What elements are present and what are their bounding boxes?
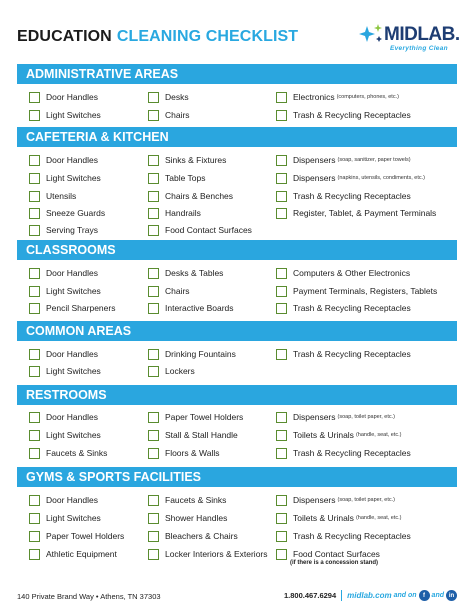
checkbox[interactable] bbox=[148, 303, 159, 314]
checklist-item-label: Food Contact Surfaces bbox=[293, 549, 380, 559]
checklist-item-label: Door Handles bbox=[46, 495, 98, 505]
checklist-item-label: Table Tops bbox=[165, 173, 206, 183]
checklist-item-label: Chairs bbox=[165, 110, 190, 120]
checkbox[interactable] bbox=[29, 191, 40, 202]
checklist-item[interactable] bbox=[148, 299, 234, 317]
checkbox[interactable] bbox=[29, 513, 40, 524]
checkbox[interactable] bbox=[276, 155, 287, 166]
checklist-item-label: Faucets & Sinks bbox=[46, 448, 108, 458]
checkbox[interactable] bbox=[29, 208, 40, 219]
checklist-item-label: Trash & Recycling Receptacles bbox=[293, 191, 411, 201]
checklist-item[interactable] bbox=[276, 408, 395, 426]
checklist-item-label: Utensils bbox=[46, 191, 77, 201]
checklist-item-subnote: (if there is a concession stand) bbox=[290, 560, 379, 566]
section-1 bbox=[17, 127, 457, 235]
checklist-item-label: Athletic Equipment bbox=[46, 549, 117, 559]
checkbox[interactable] bbox=[148, 531, 159, 542]
checklist-row bbox=[17, 527, 457, 545]
checklist-item-label: Shower Handles bbox=[165, 513, 228, 523]
section-header: CAFETERIA & KITCHEN bbox=[17, 127, 457, 147]
checklist-item[interactable] bbox=[276, 299, 411, 317]
checklist-row bbox=[17, 264, 457, 282]
checklist-row bbox=[17, 408, 457, 426]
checkbox[interactable] bbox=[29, 349, 40, 360]
checklist-item[interactable] bbox=[148, 151, 226, 169]
checklist-item[interactable] bbox=[29, 299, 115, 317]
checkbox[interactable] bbox=[276, 412, 287, 423]
checkbox[interactable] bbox=[29, 412, 40, 423]
checklist-item[interactable] bbox=[148, 491, 226, 509]
checkbox[interactable] bbox=[276, 303, 287, 314]
checklist-item-label: Serving Trays bbox=[46, 225, 98, 235]
checkbox[interactable] bbox=[148, 430, 159, 441]
checklist-item[interactable] bbox=[276, 491, 395, 509]
checklist-item-label: Dispensers bbox=[293, 412, 336, 422]
checklist-item-label: Lockers bbox=[165, 366, 195, 376]
checkbox[interactable] bbox=[148, 268, 159, 279]
checkbox[interactable] bbox=[29, 268, 40, 279]
checkbox[interactable] bbox=[276, 286, 287, 297]
checklist-row bbox=[17, 88, 457, 106]
checklist-item[interactable] bbox=[29, 221, 98, 239]
footer-social-text-1: and on bbox=[393, 592, 417, 599]
checkbox[interactable] bbox=[276, 110, 287, 121]
checkbox[interactable] bbox=[29, 531, 40, 542]
checkbox[interactable] bbox=[276, 349, 287, 360]
checklist-row bbox=[17, 282, 457, 300]
checkbox[interactable] bbox=[29, 155, 40, 166]
checklist-item[interactable] bbox=[148, 345, 236, 363]
checklist-item[interactable] bbox=[148, 106, 190, 124]
checkbox[interactable] bbox=[29, 549, 40, 560]
checklist-item-note: (soap, toilet paper, etc.) bbox=[337, 414, 396, 420]
checklist-item-label: Interactive Boards bbox=[165, 303, 234, 313]
checklist-item-label: Light Switches bbox=[46, 513, 101, 523]
checkbox[interactable] bbox=[276, 549, 287, 560]
checklist-row bbox=[17, 106, 457, 124]
checklist-item[interactable] bbox=[29, 264, 98, 282]
footer-social-text-2: and bbox=[431, 592, 444, 599]
checklist-item[interactable] bbox=[276, 88, 399, 106]
checklist-row bbox=[17, 151, 457, 169]
checkbox[interactable] bbox=[276, 191, 287, 202]
checklist-item[interactable] bbox=[148, 88, 189, 106]
checklist-item-label: Electronics bbox=[293, 92, 335, 102]
footer-phone: 1.800.467.6294 bbox=[284, 591, 337, 600]
checklist-item-label: Door Handles bbox=[46, 412, 98, 422]
checkbox[interactable] bbox=[148, 225, 159, 236]
checklist-item-label: Light Switches bbox=[46, 173, 101, 183]
checklist-item-label: Handrails bbox=[165, 208, 201, 218]
checklist-item[interactable] bbox=[276, 444, 411, 462]
checkbox[interactable] bbox=[148, 448, 159, 459]
checklist-item-label: Trash & Recycling Receptacles bbox=[293, 110, 411, 120]
checklist-item[interactable] bbox=[29, 491, 98, 509]
checklist-item[interactable] bbox=[148, 545, 268, 563]
facebook-icon[interactable]: f bbox=[419, 590, 430, 601]
checklist-item-label: Payment Terminals, Registers, Tablets bbox=[293, 286, 438, 296]
section-4 bbox=[17, 385, 457, 458]
checklist-row bbox=[17, 221, 457, 239]
checklist-item[interactable] bbox=[29, 444, 107, 462]
checklist-item[interactable] bbox=[148, 408, 243, 426]
checklist-item-label: Door Handles bbox=[46, 155, 98, 165]
checklist-row bbox=[17, 491, 457, 509]
checkbox[interactable] bbox=[29, 366, 40, 377]
checklist-item-label: Floors & Walls bbox=[165, 448, 220, 458]
checklist-item-label: Trash & Recycling Receptacles bbox=[293, 531, 411, 541]
page-header bbox=[17, 24, 460, 54]
checkbox[interactable] bbox=[276, 513, 287, 524]
checklist-item-label: Chairs bbox=[165, 286, 190, 296]
checkbox[interactable] bbox=[29, 303, 40, 314]
checklist-row bbox=[17, 169, 457, 187]
checklist-row bbox=[17, 545, 457, 566]
checklist-item-label: Bleachers & Chairs bbox=[165, 531, 238, 541]
checklist-item[interactable] bbox=[276, 282, 437, 300]
checkbox[interactable] bbox=[276, 208, 287, 219]
section-header: RESTROOMS bbox=[17, 385, 457, 405]
checklist-item[interactable] bbox=[276, 169, 425, 187]
linkedin-icon[interactable]: in bbox=[446, 590, 457, 601]
checklist-item-label: Light Switches bbox=[46, 110, 101, 120]
checkbox[interactable] bbox=[148, 155, 159, 166]
checklist-item[interactable] bbox=[29, 151, 98, 169]
checklist-item-note: (napkins, utensils, condiments, etc.) bbox=[337, 175, 425, 181]
checklist-item[interactable] bbox=[276, 264, 410, 282]
checkbox[interactable] bbox=[276, 495, 287, 506]
checklist-row bbox=[17, 509, 457, 527]
footer-divider bbox=[341, 590, 342, 601]
checklist-item[interactable] bbox=[29, 187, 76, 205]
logo-tagline: Everything Clean bbox=[390, 45, 448, 52]
checklist-item-label: Dispensers bbox=[293, 495, 336, 505]
checklist-item-label: Trash & Recycling Receptacles bbox=[293, 448, 411, 458]
section-5 bbox=[17, 467, 457, 566]
checklist-row bbox=[17, 362, 457, 380]
checklist-item-label: Sinks & Fixtures bbox=[165, 155, 227, 165]
checklist-item[interactable] bbox=[29, 106, 101, 124]
checkbox[interactable] bbox=[276, 268, 287, 279]
checkbox[interactable] bbox=[29, 225, 40, 236]
checkbox[interactable] bbox=[29, 448, 40, 459]
checkbox[interactable] bbox=[148, 92, 159, 103]
checklist-item-label: Stall & Stall Handle bbox=[165, 430, 238, 440]
page-footer bbox=[17, 588, 457, 604]
checklist-item-label: Register, Tablet, & Payment Terminals bbox=[293, 208, 437, 218]
checkbox[interactable] bbox=[276, 92, 287, 103]
checklist-row bbox=[17, 187, 457, 205]
footer-website-link[interactable]: midlab.com bbox=[347, 591, 392, 600]
title-education: EDUCATION bbox=[17, 28, 112, 45]
checklist-item[interactable] bbox=[276, 527, 411, 545]
checklist-item-label: Trash & Recycling Receptacles bbox=[293, 303, 411, 313]
page-title bbox=[17, 28, 298, 46]
section-header: CLASSROOMS bbox=[17, 240, 457, 260]
checklist-item[interactable] bbox=[276, 426, 402, 444]
checklist-item-label: Faucets & Sinks bbox=[165, 495, 227, 505]
checkbox[interactable] bbox=[29, 173, 40, 184]
checklist-item-note: (handle, seat, etc.) bbox=[355, 432, 402, 438]
checklist-item-label: Toilets & Urinals bbox=[293, 430, 354, 440]
checkbox[interactable] bbox=[148, 412, 159, 423]
checklist-row bbox=[17, 444, 457, 462]
checkbox[interactable] bbox=[148, 208, 159, 219]
checklist-item[interactable] bbox=[29, 282, 101, 300]
checklist-item-label: Door Handles bbox=[46, 92, 98, 102]
checkbox[interactable] bbox=[148, 513, 159, 524]
checkbox[interactable] bbox=[276, 531, 287, 542]
checklist-item[interactable] bbox=[29, 88, 98, 106]
checklist-item-label: Dispensers bbox=[293, 173, 336, 183]
checklist-item[interactable] bbox=[148, 282, 190, 300]
section-3 bbox=[17, 321, 457, 376]
checklist-item-label: Door Handles bbox=[46, 349, 98, 359]
checklist-item-label: Sneeze Guards bbox=[46, 208, 106, 218]
checklist-item[interactable] bbox=[276, 151, 411, 169]
checklist-item-label: Computers & Other Electronics bbox=[293, 268, 411, 278]
checklist-item-label: Light Switches bbox=[46, 430, 101, 440]
checklist-row bbox=[17, 299, 457, 317]
checklist-item-label: Trash & Recycling Receptacles bbox=[293, 349, 411, 359]
checkbox[interactable] bbox=[29, 110, 40, 121]
checkbox[interactable] bbox=[148, 349, 159, 360]
checkbox[interactable] bbox=[148, 191, 159, 202]
checklist-item-note: (soap, toilet paper, etc.) bbox=[337, 497, 396, 503]
section-0 bbox=[17, 64, 457, 120]
checklist-item[interactable] bbox=[148, 362, 195, 380]
checklist-item[interactable] bbox=[148, 264, 223, 282]
checklist-item-label: Desks bbox=[165, 92, 189, 102]
checkbox[interactable] bbox=[148, 495, 159, 506]
checkbox[interactable] bbox=[29, 430, 40, 441]
checklist-item-label: Desks & Tables bbox=[165, 268, 224, 278]
section-2 bbox=[17, 240, 457, 313]
checklist-item-label: Chairs & Benches bbox=[165, 191, 234, 201]
checklist-item[interactable] bbox=[148, 204, 201, 222]
checklist-item-note: (computers, phones, etc.) bbox=[336, 94, 399, 100]
checklist-item[interactable] bbox=[148, 426, 238, 444]
section-header: GYMS & SPORTS FACILITIES bbox=[17, 467, 457, 487]
checklist-item-label: Food Contact Surfaces bbox=[165, 225, 252, 235]
checklist-item[interactable] bbox=[148, 509, 227, 527]
checklist-item[interactable] bbox=[276, 187, 411, 205]
checklist-item[interactable] bbox=[29, 509, 101, 527]
checklist-item[interactable] bbox=[276, 509, 402, 527]
checklist-item[interactable] bbox=[29, 169, 101, 187]
checklist-item-label: Door Handles bbox=[46, 268, 98, 278]
checkbox[interactable] bbox=[276, 430, 287, 441]
title-cleaning-checklist: CLEANING CHECKLIST bbox=[116, 28, 299, 45]
midlab-logo bbox=[357, 24, 460, 54]
checklist-item[interactable] bbox=[29, 345, 98, 363]
checklist-item-label: Drinking Fountains bbox=[165, 349, 236, 359]
checklist-item[interactable] bbox=[276, 204, 436, 222]
checklist-item[interactable] bbox=[276, 345, 411, 363]
checkbox[interactable] bbox=[148, 110, 159, 121]
checklist-item[interactable] bbox=[148, 221, 252, 239]
checklist-item-label: Locker Interiors & Exteriors bbox=[165, 549, 268, 559]
checkbox[interactable] bbox=[29, 92, 40, 103]
footer-contact bbox=[284, 590, 457, 601]
checklist-item[interactable] bbox=[148, 527, 238, 545]
checkbox[interactable] bbox=[276, 448, 287, 459]
checklist-item-label: Paper Towel Holders bbox=[165, 412, 244, 422]
checklist-item-label: Pencil Sharpeners bbox=[46, 303, 116, 313]
checkbox[interactable] bbox=[29, 495, 40, 506]
logo-wordmark: MIDLAB. bbox=[384, 24, 460, 45]
checklist-item[interactable] bbox=[29, 408, 98, 426]
checklist-item-label: Paper Towel Holders bbox=[46, 531, 125, 541]
checkbox[interactable] bbox=[148, 173, 159, 184]
checklist-item-label: Light Switches bbox=[46, 366, 101, 376]
checkbox[interactable] bbox=[29, 286, 40, 297]
checkbox[interactable] bbox=[148, 286, 159, 297]
checklist-item[interactable] bbox=[29, 545, 117, 563]
checklist-row bbox=[17, 426, 457, 444]
checklist-item[interactable] bbox=[29, 527, 124, 545]
checklist-item-label: Light Switches bbox=[46, 286, 101, 296]
checklist-item-label: Toilets & Urinals bbox=[293, 513, 354, 523]
checklist-item-note: (soap, sanitizer, paper towels) bbox=[337, 157, 411, 163]
checklist-item[interactable] bbox=[276, 106, 411, 124]
section-header: ADMINISTRATIVE AREAS bbox=[17, 64, 457, 84]
checkbox[interactable] bbox=[276, 173, 287, 184]
footer-address: 140 Private Brand Way • Athens, TN 37303 bbox=[17, 592, 161, 601]
checklist-item-note: (handle, seat, etc.) bbox=[355, 515, 402, 521]
checklist-item-label: Dispensers bbox=[293, 155, 336, 165]
checklist-row bbox=[17, 345, 457, 363]
checklist-row bbox=[17, 204, 457, 222]
checkbox[interactable] bbox=[148, 549, 159, 560]
checklist-item[interactable] bbox=[29, 204, 105, 222]
checklist-item[interactable] bbox=[148, 444, 219, 462]
checkbox[interactable] bbox=[148, 366, 159, 377]
checklist-item[interactable] bbox=[148, 169, 205, 187]
sparkle-icon bbox=[359, 24, 385, 46]
checklist-item[interactable] bbox=[148, 187, 233, 205]
section-header: COMMON AREAS bbox=[17, 321, 457, 341]
checklist-item[interactable] bbox=[29, 362, 101, 380]
checklist-item[interactable] bbox=[29, 426, 101, 444]
